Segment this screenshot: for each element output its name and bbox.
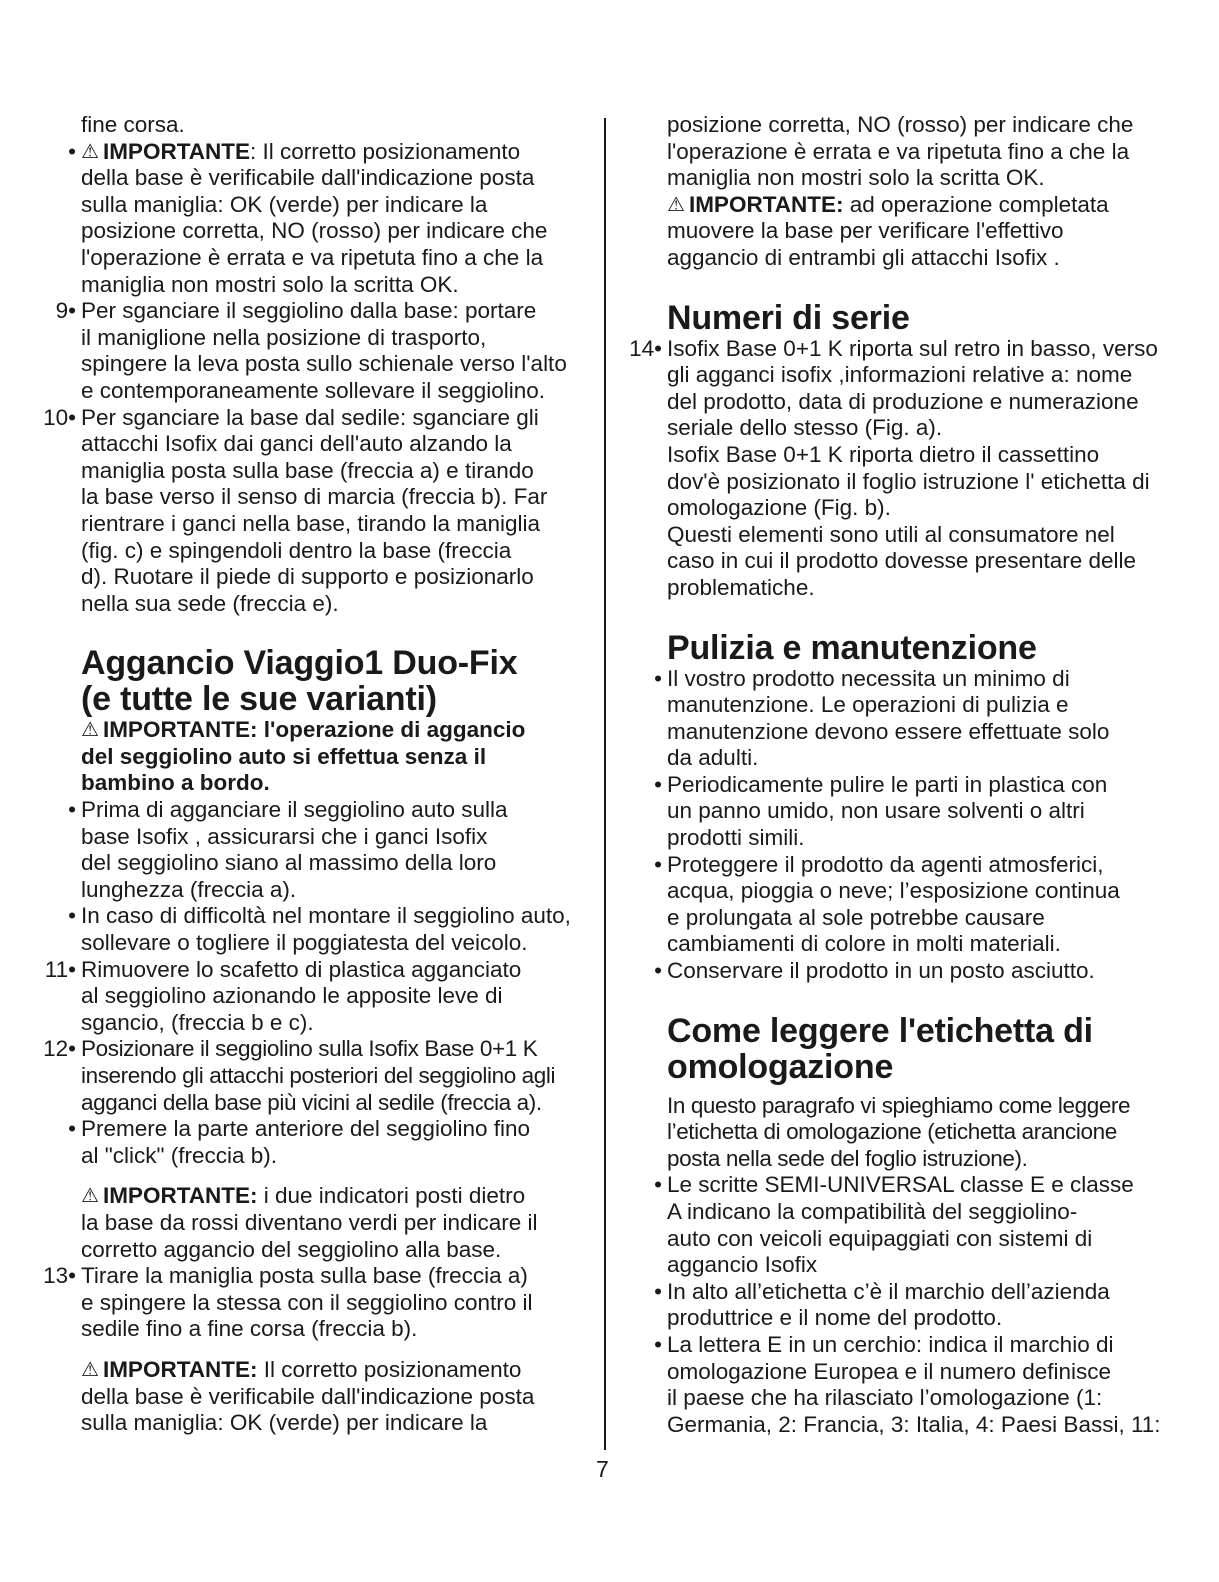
bullet-item: • Conservare il prodotto in un posto asciutto.	[622, 958, 1182, 985]
step-12: 12• Posizionare il seggiolino sulla Isofix Base 0+1 K inserendo gli attacchi posteriori del seggiolino agli agganci della base più vicini al sedile (freccia a).	[36, 1036, 592, 1116]
bullet-marker: •	[654, 771, 662, 797]
warning-triangle-icon: ⚠	[81, 1358, 99, 1381]
warning-triangle-icon: ⚠	[81, 1185, 99, 1208]
important-note-2: ⚠ IMPORTANTE: i due indicatori posti dietro la base da rossi diventano verdi per indicare il corretto aggancio del seggiolino alla base.	[81, 1183, 538, 1262]
step-9: 9• Per sganciare il seggiolino dalla base: portare il maniglione nella posizione di trasporto, spingere la leva posta sullo schienale verso l'alto e contemporaneamente sollevare il seggiolino.	[36, 298, 592, 404]
step-marker: 9•	[55, 298, 76, 324]
bullet-marker: •	[654, 665, 662, 691]
step-marker: 11•	[44, 956, 76, 982]
bullet-marker: •	[68, 138, 76, 164]
bullet-item: • Proteggere il prodotto da agenti atmosferici, acqua, pioggia o neve; l’esposizione continua e prolungata al sole potrebbe causare cambiamenti di colore in molti materiali.	[622, 852, 1182, 958]
bullet-item: • In alto all’etichetta c’è il marchio dell’azienda produttrice e il nome del prodotto.	[622, 1279, 1182, 1332]
bullet-item: • Prima di agganciare il seggiolino auto sulla base Isofix , assicurarsi che i ganci Isofix del seggiolino siano al massimo della loro lunghezza (freccia a).	[36, 797, 592, 903]
section-heading-cleaning: Pulizia e manutenzione	[667, 628, 1037, 667]
bullet-marker: •	[68, 903, 76, 929]
bullet-marker: •	[654, 1278, 662, 1304]
warning-triangle-icon: ⚠	[667, 193, 685, 216]
label-intro: In questo paragrafo vi spieghiamo come leggere l’etichetta di omologazione (etichetta arancione posta nella sede del foglio istruzione).	[667, 1092, 1131, 1171]
bullet-marker: •	[68, 797, 76, 823]
bullet-item: • In caso di difficoltà nel montare il seggiolino auto, sollevare o togliere il poggiatesta del veicolo.	[36, 903, 592, 956]
bullet-item: • Premere la parte anteriore del seggiolino fino al "click" (freccia b).	[36, 1116, 592, 1169]
bullet-item: • Le scritte SEMI-UNIVERSAL classe E e classe A indicano la compatibilità del seggiolino- auto con veicoli equipaggiati con sistemi di aggancio Isofix	[622, 1172, 1182, 1278]
continued-text: posizione corretta, NO (rosso) per indicare che l'operazione è errata e va ripetuta fino a che la maniglia non mostri solo la scritta OK.	[667, 112, 1134, 191]
step-14: 14• Isofix Base 0+1 K riporta sul retro in basso, verso gli agganci isofix ,informazioni relative a: nome del prodotto, data di produzione e numerazione seriale dello stesso (Fig. a). Isofix Base 0+1 K riporta dietro il cassettino dov'è posizionato il foglio istruzione l' etichetta di omologazione (Fig. b). Questi elementi sono utili al consumatore nel caso in cui il prodotto dovesse presentare delle problematiche.	[622, 336, 1182, 602]
step-marker: 12•	[43, 1036, 76, 1062]
warning-triangle-icon: ⚠	[81, 140, 99, 163]
step-10: 10• Per sganciare la base dal sedile: sganciare gli attacchi Isofix dai ganci dell'auto alzando la maniglia posta sulla base (freccia a) e tirando la base verso il senso di marcia (freccia b). Far rientrare i ganci nella base, tirando la maniglia (fig. c) e spingendoli dentro la base (freccia d). Ruotare il piede di supporto e posizionarlo nella sua sede (freccia e).	[36, 405, 592, 618]
bullet-marker: •	[68, 1116, 76, 1142]
important-note-3: ⚠ IMPORTANTE: Il corretto posizionamento della base è verificabile dall'indicazione posta sulla maniglia: OK (verde) per indicare la	[81, 1356, 535, 1436]
step-marker: 13•	[43, 1263, 76, 1289]
step-11: 11• Rimuovere lo scafetto di plastica agganciato al seggiolino azionando le apposite leve di sgancio, (freccia b e c).	[36, 957, 592, 1037]
right-column	[622, 112, 1182, 1438]
bullet-marker: •	[654, 1331, 662, 1357]
column-divider	[604, 118, 606, 1450]
section-heading-aggancio-sub: (e tutte le sue varianti)	[81, 680, 437, 719]
section-heading-serial: Numeri di serie	[667, 298, 910, 337]
bullet-marker: •	[654, 851, 662, 877]
step-marker: 10•	[43, 404, 76, 430]
section-heading-label-sub: omologazione	[667, 1047, 894, 1086]
section-heading-label: Come leggere l'etichetta di	[667, 1011, 1093, 1050]
warning-bold-note: ⚠ IMPORTANTE: l'operazione di aggancio del seggiolino auto si effettua senza il bambino a bordo.	[81, 717, 526, 796]
important-note-1: • ⚠ IMPORTANTE: Il corretto posizionamento della base è verificabile dall'indicazione posta sulla maniglia: OK (verde) per indicare la posizione corretta, NO (rosso) per indicare che l'operazione è errata e va ripetuta fino a che la maniglia non mostri solo la scritta OK.	[36, 139, 592, 299]
bullet-item: • Periodicamente pulire le parti in plastica con un panno umido, non usare solventi o altri prodotti simili.	[622, 772, 1182, 852]
bullet-marker: •	[654, 1172, 662, 1198]
step-13: 13• Tirare la maniglia posta sulla base (freccia a) e spingere la stessa con il seggiolino contro il sedile fino a fine corsa (freccia b).	[36, 1263, 592, 1343]
bullet-marker: •	[654, 958, 662, 984]
intro-line: fine corsa.	[81, 112, 185, 137]
warning-triangle-icon: ⚠	[81, 719, 99, 742]
bullet-item: • Il vostro prodotto necessita un minimo di manutenzione. Le operazioni di pulizia e manutenzione devono essere effettuate solo da adulti.	[622, 666, 1182, 772]
left-column	[36, 112, 592, 1437]
section-heading-aggancio: Aggancio Viaggio1 Duo-Fix	[81, 644, 518, 683]
important-note-4: ⚠ IMPORTANTE: ad operazione completata muovere la base per verificare l'effettivo aggancio di entrambi gli attacchi Isofix .	[667, 191, 1109, 270]
page-number: 7	[596, 1456, 609, 1482]
step-marker: 14•	[629, 335, 662, 361]
bullet-item: • La lettera E in un cerchio: indica il marchio di omologazione Europea e il numero definisce il paese che ha rilasciato l’omologazione (1: Germania, 2: Francia, 3: Italia, 4: Paesi Bassi, 11:	[622, 1332, 1182, 1438]
